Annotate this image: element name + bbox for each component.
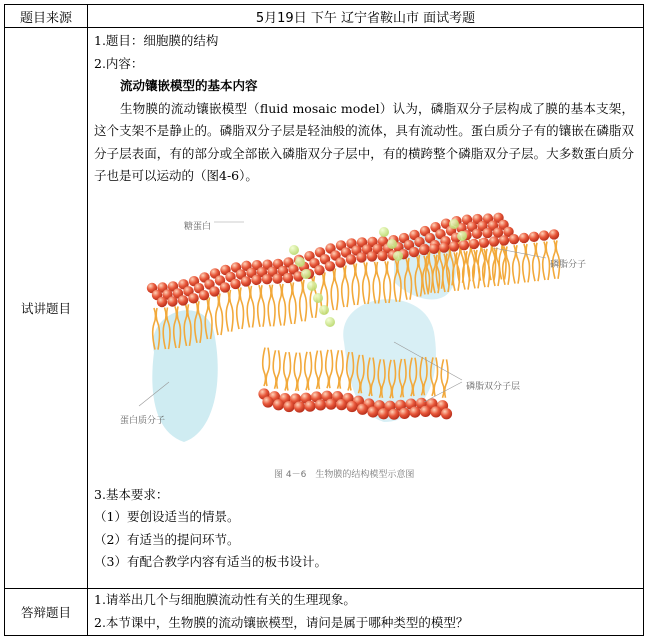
lipid-tail: [272, 284, 275, 326]
lipid-head: [499, 235, 509, 245]
lipid-tail: [298, 352, 301, 390]
lipid-head: [336, 399, 347, 410]
lipid-head: [459, 240, 469, 250]
lipid-head: [262, 273, 272, 283]
lipid-head: [482, 227, 492, 237]
lipid-head: [409, 246, 419, 256]
lipid-tail: [293, 282, 296, 324]
lipid-tail: [268, 284, 271, 326]
lipid-tail: [289, 282, 292, 324]
lipid-tail: [377, 261, 380, 303]
lipid-tail: [340, 350, 343, 388]
lipid-tail: [284, 352, 287, 390]
lipid-head: [273, 399, 284, 410]
lecture-row: [5, 28, 644, 589]
defense-row: [5, 589, 644, 636]
lipid-head: [209, 286, 219, 296]
defense-content: [88, 589, 644, 636]
lipid-tail: [273, 350, 276, 388]
lipid-head: [367, 406, 378, 417]
lipid-tail: [263, 347, 266, 385]
requirement-item: （2）有适当的提问环节。: [94, 531, 240, 547]
lipid-tail: [266, 347, 269, 385]
lipid-head: [429, 243, 439, 253]
membrane-figure: [94, 192, 634, 484]
lipid-head: [325, 261, 335, 271]
lipid-head: [430, 406, 441, 417]
requirements-title: 3.基本要求：: [94, 486, 169, 502]
lipid-head: [377, 250, 387, 260]
lipid-tail: [533, 242, 536, 280]
lipid-tail: [486, 248, 489, 286]
lipid-head: [335, 257, 345, 267]
lipid-head: [241, 276, 251, 286]
lecture-row-label: 试讲题目: [5, 28, 88, 589]
sugar-bead: [393, 251, 403, 261]
lipid-head: [419, 244, 429, 254]
lipid-tail: [287, 352, 290, 390]
requirement-item: （1）要创设适当的情景。: [94, 509, 240, 524]
protein-molecule-label: 蛋白质分子: [120, 415, 166, 426]
sugar-bead: [301, 269, 311, 279]
lipid-head: [420, 405, 431, 416]
sugar-bead: [449, 219, 459, 229]
lipid-tail: [373, 261, 376, 303]
lipid-head: [304, 400, 315, 411]
lipid-head: [539, 230, 549, 240]
lipid-tail: [247, 285, 250, 327]
lipid-tail: [279, 283, 282, 325]
lipid-head: [509, 234, 519, 244]
sugar-bead: [379, 227, 389, 237]
phospholipid-bilayer-label: 磷脂双分子层: [466, 381, 521, 392]
sugar-bead: [289, 245, 299, 255]
lipid-head: [220, 282, 230, 292]
phospholipid-leader: [494, 248, 546, 258]
lipid-tail: [251, 285, 254, 327]
defense-row-label: 答辩题目: [5, 589, 88, 636]
lipid-tail: [300, 279, 303, 321]
lipid-tail: [315, 350, 318, 388]
lipid-tail: [536, 242, 539, 280]
lipid-head: [388, 408, 399, 419]
lipid-tail: [282, 283, 285, 325]
lipid-tail: [230, 289, 233, 331]
exam-sheet: [4, 4, 644, 636]
sugar-bead: [387, 239, 397, 249]
lipid-head: [346, 254, 356, 264]
lipid-head: [439, 242, 449, 252]
lipid-head: [167, 296, 177, 306]
sugar-bead: [307, 281, 317, 291]
lipid-tail: [216, 293, 219, 335]
lipid-head: [346, 400, 357, 411]
lipid-tail: [240, 287, 243, 329]
lipid-tail: [513, 245, 516, 283]
lipid-head: [529, 231, 539, 241]
lipid-head: [479, 237, 489, 247]
lipid-tail: [387, 261, 390, 303]
lipid-head: [315, 399, 326, 410]
header-row: [5, 5, 644, 28]
lipid-head: [399, 407, 410, 418]
lipid-tail: [331, 268, 334, 310]
sugar-bead: [313, 293, 323, 303]
lipid-head: [367, 251, 377, 261]
lipid-tail: [352, 263, 355, 305]
lipid-head: [409, 406, 420, 417]
lipid-head: [325, 398, 336, 409]
lipid-tail: [356, 263, 359, 305]
lipid-tail: [345, 265, 348, 307]
sugar-bead: [325, 317, 335, 327]
lipid-head: [188, 293, 198, 303]
lipid-tail: [237, 287, 240, 329]
lipid-head: [441, 408, 452, 419]
defense-question: 2.本节课中，生物膜的流动镶嵌模型，请问是属于哪种类型的模型？: [94, 614, 469, 630]
lipid-head: [356, 252, 366, 262]
lipid-head: [178, 295, 188, 305]
lipid-tail: [335, 268, 338, 310]
sugar-bead: [457, 231, 467, 241]
lecture-content: [88, 28, 644, 589]
lipid-tail: [516, 245, 519, 283]
lipid-head: [230, 278, 240, 288]
lipid-tail: [496, 247, 499, 285]
lipid-head: [472, 228, 482, 238]
lipid-tail: [303, 279, 306, 321]
lipid-tail: [445, 359, 448, 397]
sugar-bead: [319, 305, 329, 315]
lipid-head: [283, 272, 293, 282]
requirement-item: （3）有配合教学内容有适当的板书设计。: [94, 554, 327, 569]
content-line: 2.内容：: [94, 55, 144, 71]
lipid-tail: [308, 351, 311, 389]
membrane-illustration: [94, 192, 634, 484]
source-label: 题目来源: [5, 5, 88, 28]
topic-line: 1.题目：细胞膜的结构: [94, 33, 219, 48]
lipid-head: [449, 241, 459, 251]
lipid-head: [489, 236, 499, 246]
lipid-head: [549, 229, 559, 239]
lipid-tail: [226, 289, 229, 331]
lipid-head: [272, 273, 282, 283]
sugar-bead: [295, 257, 305, 267]
lipid-tail: [219, 293, 222, 335]
lipid-tail: [366, 262, 369, 304]
lipid-head: [251, 274, 261, 284]
lipid-tail: [543, 241, 546, 279]
lipid-head: [283, 400, 294, 411]
lipid-head: [294, 401, 305, 412]
lipid-tail: [305, 351, 308, 389]
lipid-tail: [523, 244, 526, 282]
lipid-tail: [326, 349, 329, 387]
lipid-head: [519, 232, 529, 242]
lipid-tail: [336, 350, 339, 388]
lipid-tail: [294, 352, 297, 390]
figure-caption: 图 4－6 生物膜的结构模型示意图: [274, 469, 415, 480]
glycoprotein-label: 糖蛋白: [184, 221, 212, 232]
lipid-tail: [329, 349, 332, 387]
lipid-head: [378, 408, 389, 419]
lipid-tail: [342, 265, 345, 307]
lipid-tail: [384, 261, 387, 303]
lipid-tail: [261, 285, 264, 327]
lipid-tail: [258, 285, 261, 327]
phospholipid-molecule-label: 磷脂分子: [550, 259, 587, 270]
section-title: 流动镶嵌模型的基本内容: [120, 78, 258, 93]
lipid-head: [199, 290, 209, 300]
lipid-tail: [526, 244, 529, 282]
lipid-tail: [363, 262, 366, 304]
section-paragraph: 生物膜的流动镶嵌模型（fluid mosaic model）认为，磷脂双分子层构成了膜的基本支架，这个支架不是静止的。磷脂双分子层是轻油般的流体，具有流动性。蛋白质分子有的镶嵌在磷脂双分子层表面，有的部分或全部嵌入磷脂双分子层中，有的横跨整个磷脂双分子层。大多数蛋白质分子也是可以运动的（图4-6）。: [94, 100, 634, 183]
lipid-tail: [277, 350, 280, 388]
lipid-head: [469, 238, 479, 248]
lipid-tail: [546, 241, 549, 279]
lipid-head: [314, 265, 324, 275]
defense-question: 1.请举出几个与细胞膜流动性有关的生理现象。: [94, 592, 356, 607]
lipid-head: [157, 296, 167, 306]
source-value: 5月19日 下午 辽宁省鞍山市 面试考题: [88, 5, 644, 28]
lipid-tail: [319, 350, 322, 388]
lipid-head: [262, 396, 273, 407]
lipid-head: [357, 403, 368, 414]
